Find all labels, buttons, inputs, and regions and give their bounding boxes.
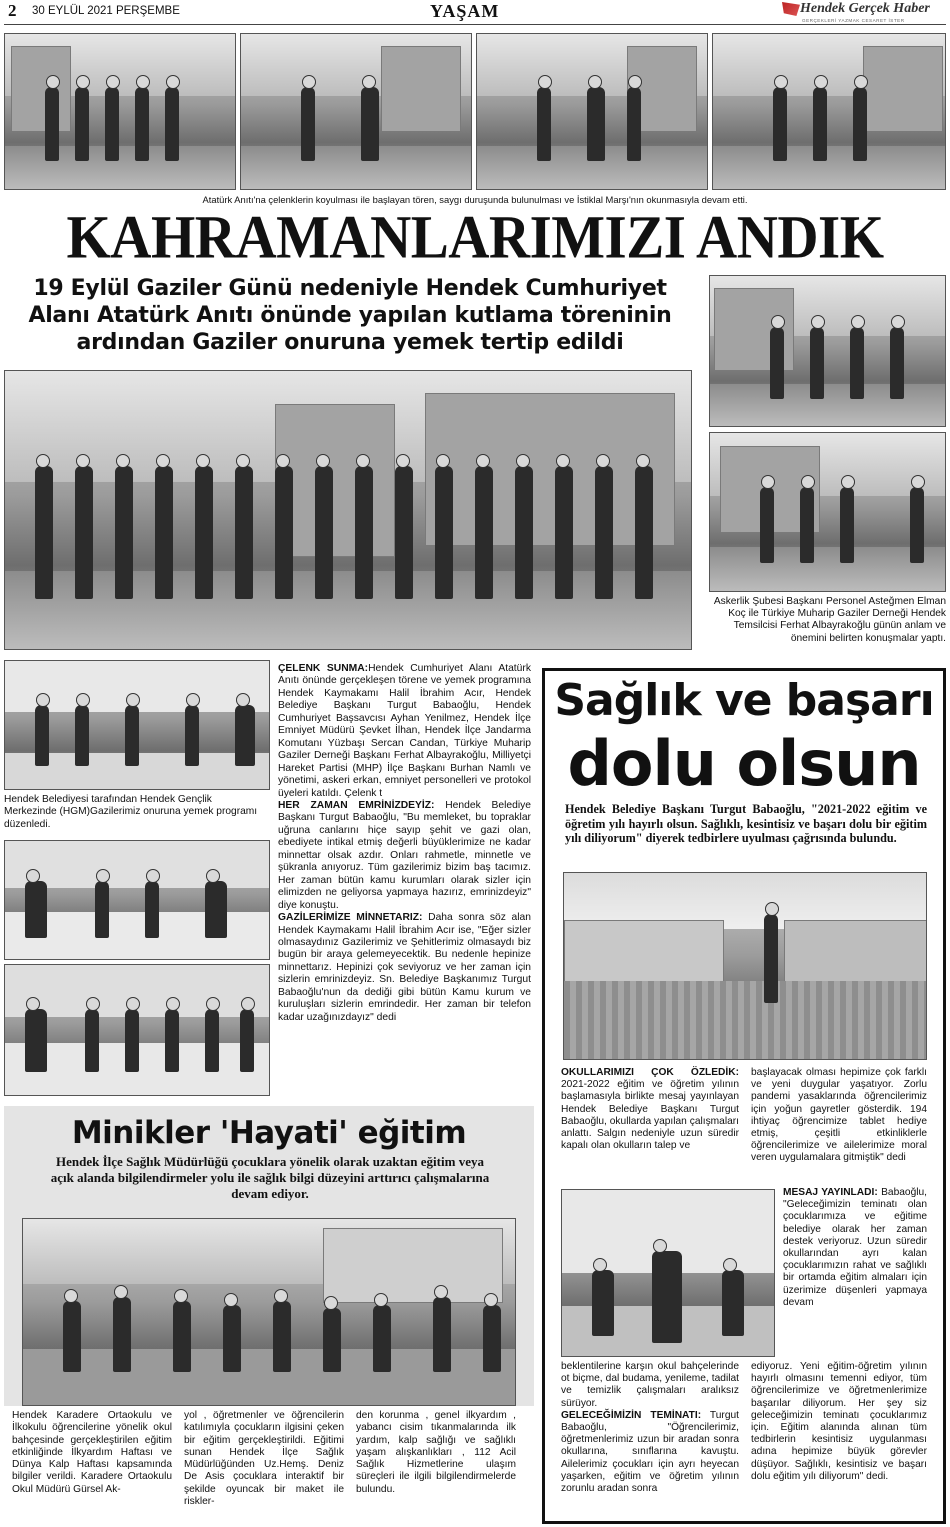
saglik-paragraph-3: başlayacak olması hepimize çok farklı ve yeni duygular yaşatıyor. Zorlu pandemi yasaklarında öğrencilerimiz için yoğun gayretler gösterdik. 194 ihtiyaç öğrencimize tablet hediye etmiş, çeşitli etkinliklerle öğrencilerimize ve ailelerimize moral veren uygulamalara gitmiştik" dedi bbox=[751, 1067, 927, 1164]
saglik-col-2 bbox=[751, 1067, 927, 1165]
photo-dinner-2 bbox=[4, 840, 270, 960]
saglik-col-3 bbox=[783, 1187, 927, 1309]
saglik-heading-3: MESAJ YAYINLADI: bbox=[783, 1187, 878, 1198]
gazi-paragraph-1: Hendek Cumhuriyet Alanı Atatürk Anıtı önünde gerçekleşen törene ve yemek programına Hendek Kaymakamı Halil İbrahim Acır, Hendek Belediye Başkanı Turgut Babaoğlu, Hendek Cumhuriyet Başsavcısı Ayhan Yenilmez, Hendek İlçe Emniyet Müdürü Şevket İlhan, Hendek İlçe Jandarma Komutanı Yüzbaşı Sercan Candan, Türkiye Muharip Gaziler Derneği Başkanı Ferhat Albayrakoğlu, Milliyetçi Hareket Partisi (MHP) İlçe Başkanı Burhan Namlı ve yönetimi, askeri erkan, emniyet personelleri ve protokol üyeleri katıldı. Çelenk t bbox=[278, 663, 531, 799]
saglik-paragraph-4: Babaoğlu, "Geleceğimizin teminatı olan çocuklarımıza ve eğitime belediye olarak her zaman destek veriyoruz. Uzun süredir okullarından ayrı kalan çocuklarımızın rahat ve sağlıklı bir ortamda eğitim almaları için üzerimize düşenleri yapmaya devam bbox=[783, 1187, 927, 1308]
gazi-paragraph-2: Hendek Belediye Başkanı Turgut Babaoğlu, "Bu memleket, bu topraklar uğruna canlarını hiçe sayıp şehit ve gazi olan, ebediyete intikal etmiş değerli büyüklerimize ne kadar minnettar olsak azdır. Onları rahmetle, minnetle ve şükranla anıyoruz. Tüm gazilerimiz bizim baş tacımız. Her zaman bütün kamu kurumları olarak sizler için elimizden ne geliyorsa yapmaya hazırız, emrinizdeyiz" diye konuştu. bbox=[278, 799, 531, 911]
flag-icon bbox=[782, 2, 800, 16]
photo-ceremony-1 bbox=[4, 33, 236, 190]
photo-ceremony-4 bbox=[712, 33, 946, 190]
minikler-col-2: yol , öğretmenler ve öğrencilerin katılımıyla çocukların ilgisini çeken bir eğitim gerçekleştirildi. Eğitimi sunan Hendek İlçe Sağlık Müdürlüğünden Uz.Hemş. Deniz De Asis çocuklara interaktif bir şekilde oyuncak bir maket ile riskler- bbox=[184, 1410, 344, 1508]
saglik-paragraph-1-cont: beklentilerine karşın okul bahçelerinde ot biçme, dal budama, yenileme, tadilat ve temizlik çalışmaları aralıksız sürüyor. bbox=[561, 1361, 739, 1409]
saglik-headline-1: Sağlık ve başarı bbox=[554, 675, 934, 726]
logo-tagline: GERÇEKLERİ YAZMAK CESARET İSTER bbox=[802, 18, 905, 23]
minikler-article-box bbox=[4, 1106, 534, 1406]
minikler-subheadline: Hendek İlçe Sağlık Müdürlüğü çocuklara yönelik olarak uzaktan eğitim veya açık alanda bilgilendirmeler yolu ile sağlık bilgi düzeyini arttırıcı çalışmalarına devam ediyor. bbox=[50, 1154, 490, 1201]
saglik-col-4 bbox=[561, 1361, 739, 1495]
minikler-headline: Minikler 'Hayati' eğitim bbox=[71, 1115, 467, 1151]
saglik-subheadline: Hendek Belediye Başkanı Turgut Babaoğlu, "2021-2022 eğitim ve öğretim yılı hayırlı olsun. Sağlıklı, kesintisiz ve başarı dolu bir eğitim yılı diliyorum" diyerek tedbirlere uyulması çağrısında bulundu. bbox=[565, 802, 927, 846]
gazi-heading-3: GAZİLERİMİZE MİNNETARIZ: bbox=[278, 912, 423, 924]
saglik-heading-1: OKULLARIMIZI ÇOK ÖZLEDİK: bbox=[561, 1067, 739, 1078]
gazi-heading-2: HER ZAMAN EMRİNİZDEYİZ: bbox=[278, 799, 435, 811]
newspaper-logo bbox=[780, 0, 948, 26]
page-number: 2 bbox=[8, 1, 17, 20]
photo-speech bbox=[709, 432, 946, 592]
photo-ceremony-2 bbox=[240, 33, 472, 190]
saglik-col-1 bbox=[561, 1067, 739, 1152]
photo-salute bbox=[709, 275, 946, 427]
logo-text: Hendek Gerçek Haber bbox=[800, 1, 930, 16]
photo-dinner-1 bbox=[4, 660, 270, 790]
main-subheadline: 19 Eylül Gaziler Günü nedeniyle Hendek Cumhuriyet Alanı Atatürk Anıtı önünde yapılan kutlama töreninin ardından Gaziler onuruna yemek tertip edildi bbox=[28, 276, 672, 355]
minikler-col-3: den korunma , genel ilkyardım , yabancı cisim tıkanmalarında ilk yardım, kalp sağlığı ve sağlıklı yaşam alışkanlıkları , 112 Acil Sağlık Hizmetlerine ulaşım süreçleri ile ilgili bilgilendirmelerde bulundu. bbox=[356, 1410, 516, 1495]
minikler-col-1: Hendek Karadere Ortaokulu ve İlkokulu öğrencilerine yönelik okul bahçesinde gerçekleştirilen eğitim etkinliğinde İlkyardım Haftası ve Dünya Kalp Haftası kapsamında bilgiler verildi. Karadere Ortaokulu Okul Müdürü Gürsel Ak- bbox=[12, 1410, 172, 1495]
gazi-article bbox=[278, 663, 531, 1024]
top-photo-caption: Atatürk Anıtı'na çelenklerin koyulması ile başlayan tören, saygı duruşunda bulunulması ve İstiklal Marşı'nın okunmasıyla devam etti. bbox=[202, 194, 748, 205]
section-title: YAŞAM bbox=[430, 1, 500, 21]
photo-veterans-group bbox=[4, 370, 692, 650]
gazi-heading-1: ÇELENK SUNMA: bbox=[278, 663, 369, 674]
photo-mayor-children bbox=[561, 1189, 775, 1357]
photo-ceremony-3 bbox=[476, 33, 708, 190]
saglik-col-5 bbox=[751, 1361, 927, 1483]
header-rule bbox=[4, 24, 946, 25]
right-photo-caption: Askerlik Şubesi Başkanı Personel Asteğmen Elman Koç ile Türkiye Muharip Gaziler Derneği Hendek Temsilcisi Ferhat Albayrakoğlu günün anlam ve önemini belirten konuşmalar yaptı. bbox=[713, 596, 946, 644]
gazi-paragraph-3: Daha sonra söz alan Hendek Kaymakamı Halil İbrahim Acır ise, "Eğer sizler olmasaydınız Gazilerimiz ve Şehitlerimiz olmasaydı biz bugün bir araya gelemeyecektik. Bu nedenle hepinize minnettarız. Hepinizi çok seviyoruz ve her zaman için sizlerin emrinizdeyiz. Sn. Belediye Başkanımız Turgut Babaoğlu'nun da dediği gibi bütün Kamu kurum ve kuruluşları sizlerin emrindedir. Her zaman bir telefon kadar uzağınızdayız" dedi bbox=[278, 912, 531, 1023]
page-header bbox=[0, 0, 950, 26]
saglik-heading-2: GELECEĞİMİZİN TEMİNATI: bbox=[561, 1409, 702, 1421]
saglik-headline-2: dolu olsun bbox=[567, 727, 921, 800]
photo-school-yard bbox=[563, 872, 927, 1060]
saglik-paragraph-1: 2021-2022 eğitim ve öğretim yılının başlamasıyla birlikte mesaj yayınlayan Hendek Belediye Başkanı Turgut Babaoğlu, okullarda yapılan çalışmaları anlattı. Salgın nedeniyle uzun süredir kapalı olan okulların talep ve bbox=[561, 1079, 739, 1152]
saglik-article-box bbox=[542, 668, 946, 1524]
dinner-caption: Hendek Belediyesi tarafından Hendek Gençlik Merkezinde (HGM)Gazilerimiz onuruna yemek programı düzenledi. bbox=[4, 794, 258, 830]
saglik-paragraph-5: ediyoruz. Yeni eğitim-öğretim yılının hayırlı olmasını temenni ediyor, tüm öğrencilerimize ve öğretmenlerimize başarılar diliyorum. Her şey siz geleceğimizin teminatı çocuklarımız için. Eğitim alanında alınan tüm tedbirlerin kesintisiz uygulanması adına hepimize büyük görevler düşüyor. Sağlıklı, kesintisiz ve başarı dolu eğitim yılı diliyorum" dedi. bbox=[751, 1361, 927, 1482]
photo-children-training bbox=[22, 1218, 516, 1406]
main-headline: KAHRAMANLARIMIZI ANDIK bbox=[66, 203, 884, 272]
issue-date: 30 EYLÜL 2021 PERŞEMBE bbox=[32, 5, 180, 17]
saglik-paragraph-2: Turgut Babaoğlu, "Öğrencilerimiz, öğretmenlerimiz uzun bir aradan sonra okullarına, sınıflarına kavuştu. Ailelerimiz çocukları için ayrı heyecan yaşarken, eğitim ve öğretim yılının zorunlu aradan sonra bbox=[561, 1409, 739, 1495]
photo-dinner-3 bbox=[4, 964, 270, 1096]
